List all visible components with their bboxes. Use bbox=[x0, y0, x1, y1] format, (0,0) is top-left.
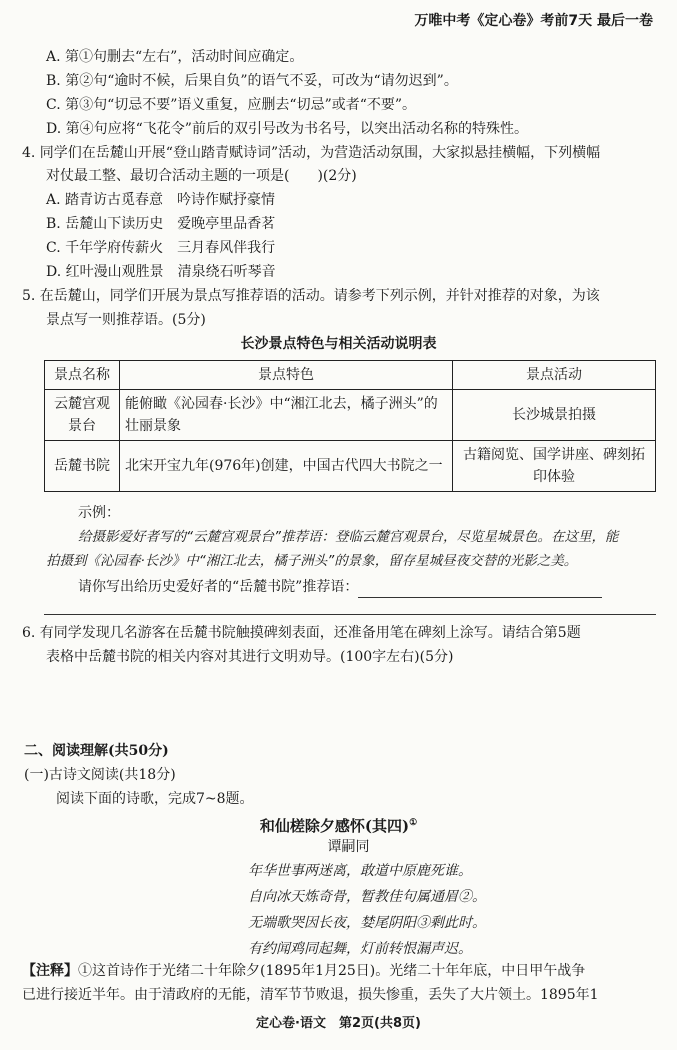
reading-instruction: 阅读下面的诗歌，完成7~8题。 bbox=[56, 791, 254, 807]
notes-line2: 已进行接近半年。由于清政府的无能，清军节节败退，损失惨重，丢失了大片领土。1895年1 bbox=[22, 987, 599, 1003]
q5-prompt-text: 请你写出给历史爱好者的“岳麓书院”推荐语： bbox=[78, 579, 359, 595]
q4-option-b: B. 岳麓山下读历史 爱晚亭里品香茗 bbox=[46, 216, 276, 232]
q5-stem-line1: 5. 在岳麓山，同学们开展为景点写推荐语的活动。请参考下列示例，并针对推荐的对象，为该 bbox=[22, 288, 600, 304]
table-title: 长沙景点特色与相关活动说明表 bbox=[240, 336, 437, 352]
poem-title-text: 和仙槎除夕感怀(其四) bbox=[259, 817, 410, 835]
page-header: 万唯中考《定心卷》考前7天 最后一卷 bbox=[414, 13, 653, 29]
q4-stem-line2: 对仗最工整、最切合活动主题的一项是( )(2分) bbox=[46, 168, 357, 184]
q5-stem-line2: 景点写一则推荐语。(5分) bbox=[46, 312, 206, 328]
table-cell-name: 云麓宫观景台 bbox=[45, 390, 120, 441]
q4-stem-line1: 4. 同学们在岳麓山开展“登山踏青赋诗词”活动，为营造活动氛围，大家拟悬挂横幅，下列横幅 bbox=[22, 145, 601, 161]
example-line2: 拍摄到《沁园春·长沙》中“湘江北去，橘子洲头”的景象，留存星城昼夜交替的光影之美。 bbox=[46, 553, 578, 569]
poem-line: 自向冰天炼奇骨，暂教佳句属通眉②。 bbox=[248, 889, 486, 905]
scenic-spot-table bbox=[44, 360, 656, 492]
answer-line[interactable] bbox=[44, 614, 656, 615]
q6-stem-line2: 表格中岳麓书院的相关内容对其进行文明劝导。(100字左右)(5分) bbox=[46, 649, 454, 665]
notes-text-1: ①这首诗作于光绪二十年除夕(1895年1月25日)。光绪二十年年底，中日甲午战争 bbox=[78, 963, 586, 979]
table-row bbox=[45, 441, 656, 492]
table-header-feature: 景点特色 bbox=[120, 361, 453, 390]
q3-option-d: D. 第④句应将“飞花令”前后的双引号改为书名号，以突出活动名称的特殊性。 bbox=[46, 121, 528, 137]
q4-option-a: A. 踏青访古觅春意 吟诗作赋抒豪情 bbox=[46, 192, 276, 208]
q4-option-d: D. 红叶漫山观胜景 清泉绕石听琴音 bbox=[46, 264, 276, 280]
subsection-title: (一)古诗文阅读(共18分) bbox=[24, 767, 176, 783]
table-row bbox=[45, 390, 656, 441]
table-cell-activity: 古籍阅览、国学讲座、碑刻拓印体验 bbox=[453, 441, 656, 492]
q3-option-c: C. 第③句“切忌不要”语义重复，应删去“切忌”或者“不要”。 bbox=[46, 97, 417, 113]
table-header-name: 景点名称 bbox=[45, 361, 120, 390]
table-cell-name: 岳麓书院 bbox=[45, 441, 120, 492]
poem-author: 谭嗣同 bbox=[327, 839, 370, 855]
section-title: 二、阅读理解(共50分) bbox=[24, 743, 169, 759]
poem-title bbox=[0, 812, 677, 837]
q3-option-b: B. 第②句“逾时不候，后果自负”的语气不妥，可改为“请勿迟到”。 bbox=[46, 73, 458, 89]
table-cell-feature: 能俯瞰《沁园春·长沙》中“湘江北去，橘子洲头”的壮丽景象 bbox=[120, 390, 453, 441]
table-cell-activity: 长沙城景拍摄 bbox=[453, 390, 656, 441]
poem-line: 年华世事两迷离，敢道中原鹿死谁。 bbox=[248, 863, 472, 879]
q6-stem-line1: 6. 有同学发现几名游客在岳麓书院触摸碑刻表面，还准备用笔在碑刻上涂写。请结合第5题 bbox=[22, 625, 581, 641]
notes-label: 【注释】 bbox=[22, 963, 78, 979]
notes-line1 bbox=[22, 960, 585, 982]
poem-title-note: ① bbox=[409, 818, 418, 828]
example-label: 示例： bbox=[78, 505, 120, 521]
answer-blank[interactable] bbox=[358, 581, 602, 598]
table-header-row bbox=[45, 361, 656, 390]
table-header-activity: 景点活动 bbox=[453, 361, 656, 390]
poem-line: 无端歌哭因长夜，婪尾阴阳③剩此时。 bbox=[248, 915, 486, 931]
example-line1: 给摄影爱好者写的“云麓宫观景台”推荐语：登临云麓宫观景台，尽览星城景色。在这里，能 bbox=[78, 529, 619, 545]
q3-option-a: A. 第①句删去“左右”，活动时间应确定。 bbox=[46, 49, 304, 65]
q5-prompt bbox=[78, 576, 602, 598]
poem-line: 有约闻鸡同起舞，灯前转恨漏声迟。 bbox=[248, 941, 472, 957]
table-cell-feature: 北宋开宝九年(976年)创建，中国古代四大书院之一 bbox=[120, 441, 453, 492]
page-footer: 定心卷·语文 第2页(共8页) bbox=[256, 1016, 421, 1031]
q4-option-c: C. 千年学府传薪火 三月春风伴我行 bbox=[46, 240, 276, 256]
